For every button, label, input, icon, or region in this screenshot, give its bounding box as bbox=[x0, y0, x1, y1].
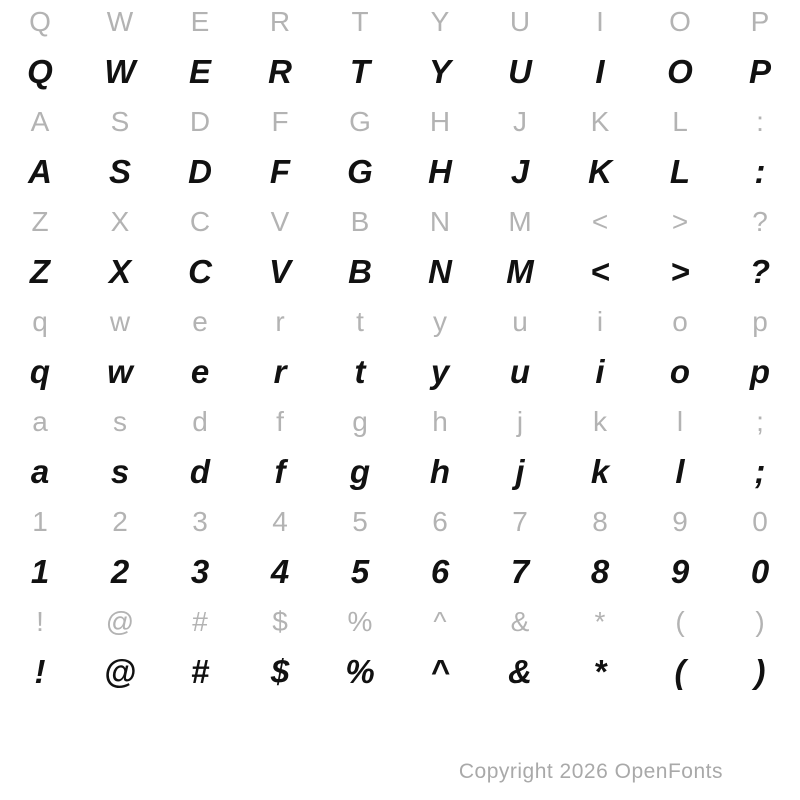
glyph-cell: d bbox=[192, 406, 208, 437]
glyph-cell: T bbox=[349, 53, 371, 90]
glyph-cell: D bbox=[188, 153, 212, 190]
glyph-cell: u bbox=[512, 306, 528, 337]
glyph-row-gray bbox=[0, 400, 800, 444]
glyph-cell: D bbox=[189, 106, 211, 137]
glyph-cell: a bbox=[30, 453, 50, 490]
glyph-cell: 0 bbox=[752, 506, 768, 537]
glyph-cell: Y bbox=[428, 53, 451, 90]
glyph-cell: % bbox=[347, 606, 373, 637]
glyph-cell: M bbox=[508, 206, 532, 237]
glyph-cell: K bbox=[590, 106, 610, 137]
glyph-cell: N bbox=[428, 253, 452, 290]
glyph-cell: % bbox=[345, 653, 375, 690]
glyph-cell: t bbox=[354, 353, 366, 390]
glyph-cell: # bbox=[192, 606, 208, 637]
glyph-cell: k bbox=[590, 453, 610, 490]
glyph-cell: i bbox=[595, 353, 605, 390]
glyph-cell: I bbox=[596, 6, 604, 37]
specimen-band bbox=[0, 200, 800, 300]
glyph-row-gray bbox=[0, 0, 800, 44]
glyph-cell: @ bbox=[103, 653, 137, 690]
glyph-cell: e bbox=[190, 353, 210, 390]
glyph-cell: P bbox=[750, 6, 770, 37]
glyph-cell: & bbox=[510, 606, 530, 637]
glyph-cell: E bbox=[190, 6, 210, 37]
glyph-cell: J bbox=[510, 153, 530, 190]
glyph-cell: 2 bbox=[110, 553, 130, 590]
glyph-cell: C bbox=[189, 206, 211, 237]
glyph-cell: o bbox=[672, 306, 688, 337]
glyph-row-italic bbox=[0, 544, 800, 600]
glyph-cell: 9 bbox=[672, 506, 688, 537]
glyph-cell: F bbox=[269, 153, 291, 190]
glyph-cell: d bbox=[189, 453, 211, 490]
glyph-cell: E bbox=[188, 53, 211, 90]
specimen-band bbox=[0, 300, 800, 400]
glyph-cell: ^ bbox=[430, 653, 450, 690]
glyph-cell: k bbox=[593, 406, 607, 437]
glyph-cell: A bbox=[28, 153, 52, 190]
glyph-cell: : bbox=[754, 153, 766, 190]
glyph-cell: j bbox=[516, 406, 524, 437]
glyph-cell: r bbox=[275, 306, 285, 337]
glyph-cell: P bbox=[748, 53, 771, 90]
glyph-cell: N bbox=[429, 206, 451, 237]
glyph-cell: 5 bbox=[350, 553, 370, 590]
glyph-cell: S bbox=[110, 106, 130, 137]
glyph-cell: U bbox=[508, 53, 532, 90]
glyph-cell: R bbox=[269, 6, 291, 37]
glyph-cell: : bbox=[756, 106, 764, 137]
specimen-band bbox=[0, 600, 800, 700]
glyph-row-gray bbox=[0, 500, 800, 544]
glyph-cell: h bbox=[432, 406, 448, 437]
glyph-cell: 7 bbox=[510, 553, 530, 590]
glyph-cell: R bbox=[268, 53, 292, 90]
glyph-cell: o bbox=[669, 353, 691, 390]
glyph-cell: ; bbox=[756, 406, 764, 437]
glyph-cell: Q bbox=[27, 53, 53, 90]
glyph-row-italic bbox=[0, 644, 800, 700]
glyph-cell: 3 bbox=[192, 506, 208, 537]
glyph-cell: ! bbox=[34, 653, 46, 690]
glyph-cell: u bbox=[509, 353, 531, 390]
glyph-cell: 0 bbox=[750, 553, 770, 590]
glyph-cell: 1 bbox=[30, 553, 50, 590]
glyph-row-gray bbox=[0, 200, 800, 244]
glyph-cell: V bbox=[270, 206, 290, 237]
glyph-cell: 9 bbox=[670, 553, 690, 590]
glyph-cell: 6 bbox=[430, 553, 450, 590]
glyph-cell: 5 bbox=[352, 506, 368, 537]
glyph-cell: U bbox=[509, 6, 531, 37]
glyph-cell: < bbox=[590, 253, 610, 290]
glyph-cell: 6 bbox=[432, 506, 448, 537]
glyph-cell: ( bbox=[675, 606, 685, 637]
glyph-cell: Z bbox=[29, 253, 51, 290]
specimen-band bbox=[0, 500, 800, 600]
specimen-band bbox=[0, 100, 800, 200]
glyph-cell: I bbox=[595, 53, 605, 90]
glyph-cell: e bbox=[192, 306, 208, 337]
glyph-cell: $ bbox=[270, 653, 290, 690]
glyph-cell: < bbox=[591, 206, 609, 237]
glyph-cell: F bbox=[271, 106, 289, 137]
glyph-row-gray bbox=[0, 600, 800, 644]
glyph-cell: ) bbox=[755, 606, 765, 637]
glyph-cell: t bbox=[356, 306, 364, 337]
glyph-cell: L bbox=[672, 106, 688, 137]
glyph-cell: y bbox=[430, 353, 450, 390]
glyph-cell: g bbox=[349, 453, 371, 490]
glyph-cell: ^ bbox=[433, 606, 447, 637]
glyph-cell: K bbox=[588, 153, 612, 190]
glyph-cell: 8 bbox=[590, 553, 610, 590]
glyph-cell: 4 bbox=[272, 506, 288, 537]
glyph-cell: C bbox=[188, 253, 212, 290]
glyph-row-italic bbox=[0, 244, 800, 300]
glyph-cell: 4 bbox=[270, 553, 290, 590]
glyph-cell: ( bbox=[674, 653, 686, 690]
glyph-cell: w bbox=[107, 353, 133, 390]
glyph-cell: M bbox=[506, 253, 534, 290]
glyph-cell: f bbox=[274, 453, 286, 490]
glyph-cell: Z bbox=[31, 206, 49, 237]
glyph-cell: * bbox=[594, 606, 606, 637]
glyph-cell: p bbox=[749, 353, 771, 390]
glyph-cell: B bbox=[348, 253, 372, 290]
glyph-row-italic bbox=[0, 344, 800, 400]
glyph-cell: ! bbox=[36, 606, 44, 637]
glyph-cell: 3 bbox=[190, 553, 210, 590]
glyph-row-italic bbox=[0, 444, 800, 500]
glyph-cell: ? bbox=[752, 206, 768, 237]
glyph-cell: w bbox=[109, 306, 131, 337]
glyph-cell: S bbox=[108, 153, 131, 190]
glyph-cell: W bbox=[106, 6, 134, 37]
glyph-cell: y bbox=[433, 306, 447, 337]
glyph-row-italic bbox=[0, 144, 800, 200]
glyph-cell: H bbox=[429, 106, 451, 137]
glyph-cell: j bbox=[515, 453, 525, 490]
glyph-cell: q bbox=[32, 306, 48, 337]
glyph-row-italic bbox=[0, 44, 800, 100]
glyph-cell: ) bbox=[754, 653, 766, 690]
glyph-cell: Y bbox=[430, 6, 450, 37]
glyph-cell: r bbox=[273, 353, 287, 390]
glyph-cell: Q bbox=[29, 6, 51, 37]
glyph-cell: f bbox=[276, 406, 284, 437]
glyph-cell: 8 bbox=[592, 506, 608, 537]
glyph-cell: ? bbox=[749, 253, 771, 290]
glyph-cell: h bbox=[429, 453, 451, 490]
glyph-cell: G bbox=[349, 106, 371, 137]
glyph-cell: g bbox=[352, 406, 368, 437]
specimen-band bbox=[0, 400, 800, 500]
glyph-cell: s bbox=[113, 406, 127, 437]
glyph-cell: A bbox=[30, 106, 50, 137]
glyph-cell: > bbox=[671, 206, 689, 237]
glyph-cell: a bbox=[32, 406, 48, 437]
glyph-cell: l bbox=[676, 406, 684, 437]
glyph-cell: > bbox=[670, 253, 690, 290]
glyph-cell: 1 bbox=[32, 506, 48, 537]
glyph-cell: @ bbox=[105, 606, 135, 637]
copyright-text: Copyright 2026 OpenFonts bbox=[458, 760, 723, 783]
glyph-cell: 2 bbox=[112, 506, 128, 537]
glyph-cell: i bbox=[596, 306, 604, 337]
glyph-cell: O bbox=[669, 6, 691, 37]
glyph-cell: $ bbox=[272, 606, 288, 637]
glyph-row-gray bbox=[0, 100, 800, 144]
glyph-cell: J bbox=[513, 106, 527, 137]
glyph-cell: O bbox=[667, 53, 693, 90]
glyph-cell: L bbox=[669, 153, 691, 190]
glyph-cell: & bbox=[508, 653, 532, 690]
glyph-cell: # bbox=[190, 653, 210, 690]
glyph-cell: 7 bbox=[512, 506, 528, 537]
glyph-cell: V bbox=[268, 253, 291, 290]
glyph-cell: p bbox=[752, 306, 768, 337]
glyph-cell: X bbox=[110, 206, 130, 237]
glyph-cell: W bbox=[104, 53, 136, 90]
glyph-cell: ; bbox=[754, 453, 766, 490]
glyph-cell: q bbox=[29, 353, 51, 390]
glyph-cell: T bbox=[351, 6, 369, 37]
glyph-cell: l bbox=[675, 453, 685, 490]
glyph-cell: X bbox=[108, 253, 131, 290]
glyph-cell: B bbox=[350, 206, 370, 237]
specimen-band bbox=[0, 0, 800, 100]
glyph-cell: G bbox=[347, 153, 373, 190]
glyph-cell: H bbox=[428, 153, 452, 190]
glyph-row-gray bbox=[0, 300, 800, 344]
glyph-cell: * bbox=[593, 653, 607, 690]
glyph-cell: s bbox=[110, 453, 130, 490]
